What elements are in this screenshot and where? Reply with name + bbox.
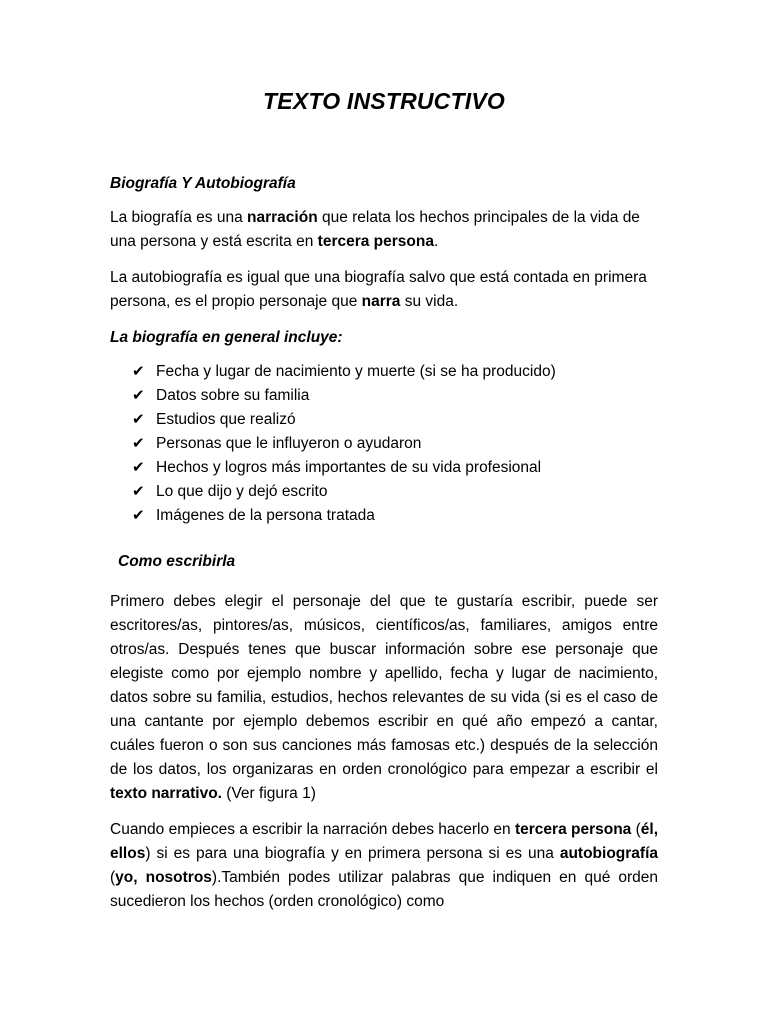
list-item-text: Fecha y lugar de nacimiento y muerte (si se ha producido) — [156, 363, 556, 380]
bold-term-tercera-persona: tercera persona — [514, 821, 632, 838]
paragraph-como-escribirla — [110, 590, 658, 806]
list-item — [132, 408, 658, 432]
checkmark-icon: ✔ — [132, 483, 145, 500]
text-run: La biografía es una — [110, 209, 248, 226]
list-item-text: Personas que le influyeron o ayudaron — [156, 435, 422, 452]
text-run: ).También podes utilizar palabras que indiquen en qué orden sucedieron los hechos (orden cronológico) como — [110, 869, 658, 910]
checkmark-icon: ✔ — [132, 507, 145, 524]
text-run: ( — [110, 869, 116, 886]
list-item-text: Imágenes de la persona tratada — [156, 507, 375, 524]
list-item-text: Estudios que realizó — [156, 411, 296, 428]
text-run: ( — [631, 821, 641, 838]
text-run: su vida. — [400, 293, 459, 310]
text-run: (Ver figura 1) — [221, 785, 316, 802]
section-heading-biografia: Biografía Y Autobiografía — [110, 175, 296, 192]
checkmark-icon: ✔ — [132, 459, 145, 476]
checkmark-icon: ✔ — [132, 363, 145, 380]
bold-term-tercera-persona: tercera persona — [317, 233, 434, 250]
list-item — [132, 504, 658, 528]
text-run: que relata los hechos principales de la vida de una persona y está escrita en — [110, 209, 640, 250]
text-run: . — [433, 233, 439, 250]
text-run: Cuando empieces a escribir la narración debes hacerlo en — [110, 821, 515, 838]
biografia-checklist — [110, 360, 658, 528]
bold-term-el-ellos: él, ellos — [110, 821, 659, 862]
list-item — [132, 432, 658, 456]
list-item-text: Hechos y logros más importantes de su vida profesional — [156, 459, 542, 476]
checkmark-icon: ✔ — [132, 411, 145, 428]
list-item-text: Datos sobre su familia — [156, 387, 310, 404]
list-item — [132, 480, 658, 504]
document-body — [110, 172, 658, 926]
paragraph-persona-narrativa — [110, 818, 658, 914]
list-item-text: Lo que dijo y dejó escrito — [156, 483, 328, 500]
section-heading-como-escribirla: Como escribirla — [118, 553, 236, 570]
bold-term-narra: narra — [361, 293, 401, 310]
list-heading: La biografía en general incluye: — [110, 329, 343, 346]
document-title: TEXTO INSTRUCTIVO — [263, 88, 505, 114]
list-item — [132, 456, 658, 480]
list-item — [132, 360, 658, 384]
paragraph-biografia-definition — [110, 206, 658, 254]
list-item — [132, 384, 658, 408]
text-run: La autobiografía es igual que una biografía salvo que está contada en primera persona, es el propio personaje que — [110, 269, 647, 310]
bold-term-narracion: narración — [247, 209, 318, 226]
checkmark-icon: ✔ — [132, 387, 145, 404]
paragraph-autobiografia-definition — [110, 266, 658, 314]
bold-term-autobiografia: autobiografía — [559, 845, 658, 862]
bold-term-yo-nosotros: yo, nosotros — [115, 869, 212, 886]
text-run: Primero debes elegir el personaje del que te gustaría escribir, puede ser escritores/as, pintores/as, músicos, científicos/as, familiares, amigos entre otros/as. Después tenes que buscar información sobre ese personaje que elegiste como por ejemplo nombre y apellido, fecha y lugar de nacimiento, datos sobre su familia, estudios, hechos relevantes de su vida (si es el caso de una cantante por ejemplo debemos escribir en qué año empezó a cantar, cuáles fueron o son sus canciones más famosas etc.) después de la selección de los datos, los organizaras en orden cronológico para empezar a escribir el — [110, 593, 658, 778]
text-run: ) si es para una biografía y en primera persona si es una — [145, 845, 560, 862]
bold-term-texto-narrativo: texto narrativo. — [110, 785, 222, 802]
checkmark-icon: ✔ — [132, 435, 145, 452]
